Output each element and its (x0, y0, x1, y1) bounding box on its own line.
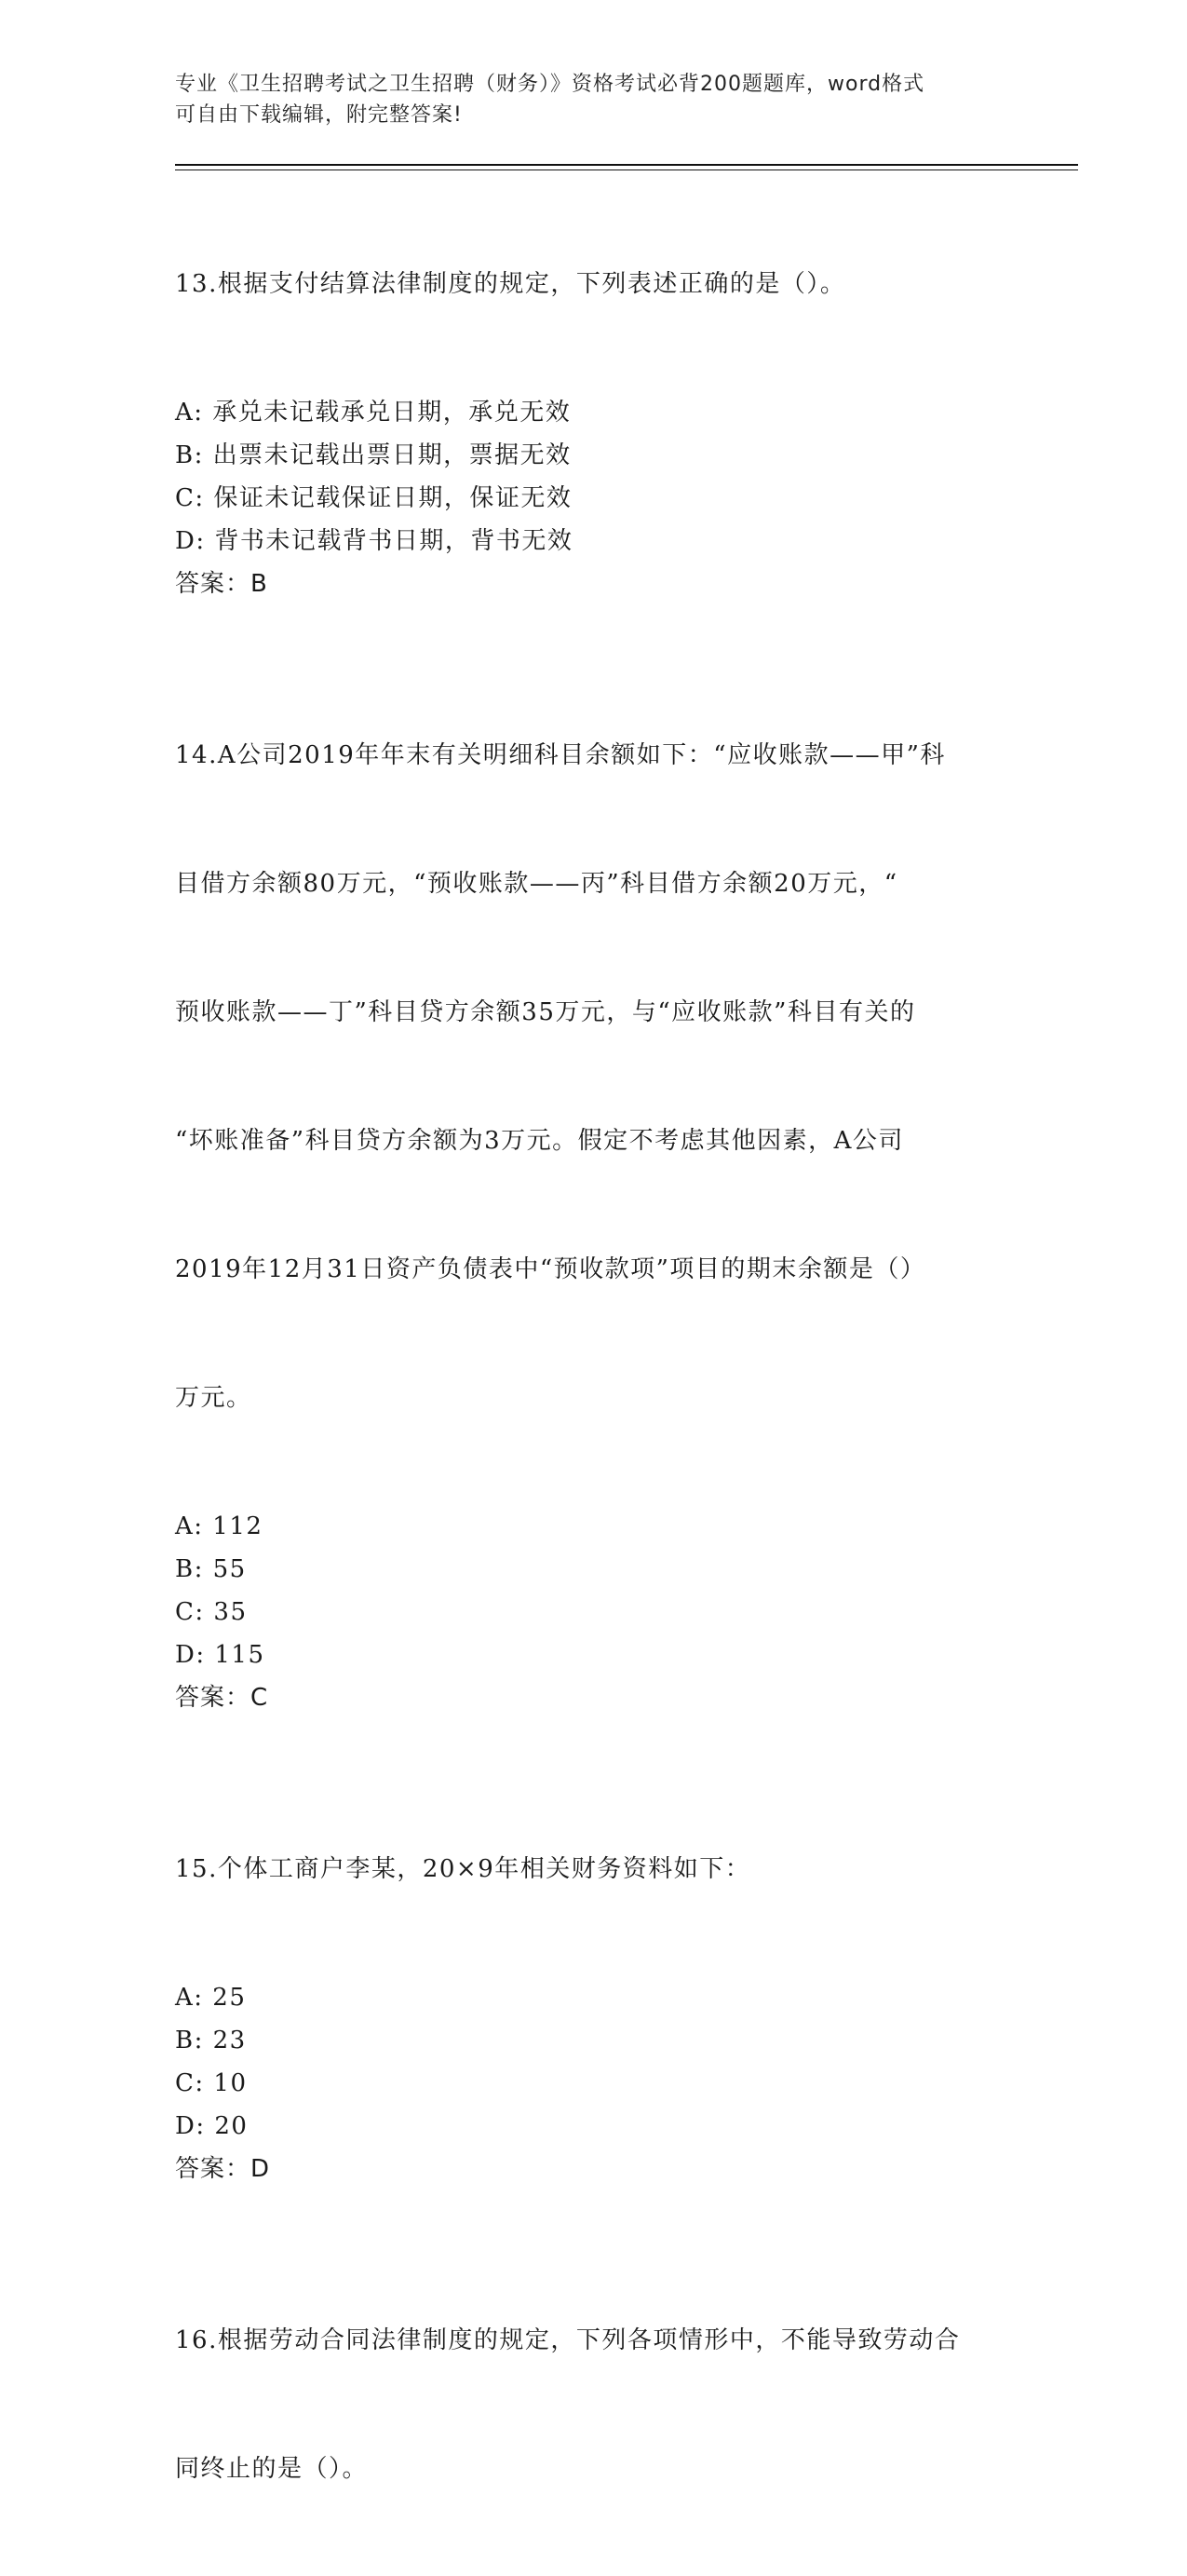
question-text (175, 2233, 1013, 2576)
question-14 (175, 648, 1013, 1719)
answer-label: 答案：C (175, 1684, 269, 1712)
header-divider-thick (175, 164, 1078, 166)
option-a: A: 承兑未记载承兑日期，承兑无效 (175, 399, 572, 427)
header-line-2: 可自由下载编辑，附完整答案! (175, 103, 463, 127)
option-a: A: 25 (175, 1984, 247, 2012)
option-c: C: 35 (175, 1598, 248, 1626)
question-line: 16.根据劳动合同法律制度的规定，下列各项情形中，不能导致劳动合 (175, 2326, 961, 2354)
answer-label: 答案：D (175, 2155, 271, 2183)
question-text (175, 1762, 1013, 1976)
option-a: A: 112 (175, 1512, 263, 1540)
option-d: D: 背书未记载背书日期，背书无效 (175, 527, 573, 555)
answer-label: 答案：B (175, 570, 268, 598)
option-b: B: 23 (175, 2027, 247, 2054)
document-header (175, 69, 1013, 130)
question-line: 预收账款——丁”科目贷方余额35万元，与“应收账款”科目有关的 (175, 998, 916, 1026)
option-d: D: 20 (175, 2112, 249, 2140)
question-15 (175, 1762, 1013, 2190)
question-line: 2019年12月31日资产负债表中“预收款项”项目的期末余额是（） (175, 1255, 926, 1283)
question-text (175, 648, 1013, 1505)
question-list (175, 177, 1013, 2576)
question-line: 目借方余额80万元，“预收账款——丙”科目借方余额20万元，“ (175, 870, 898, 898)
option-c: C: 保证未记载保证日期，保证无效 (175, 484, 573, 512)
question-line: “坏账准备”科目贷方余额为3万元。假定不考虑其他因素，A公司 (175, 1127, 904, 1155)
option-d: D: 115 (175, 1641, 265, 1669)
question-line: 13.根据支付结算法律制度的规定，下列表述正确的是（）。 (175, 270, 846, 298)
question-line: 15.个体工商户李某，20×9年相关财务资料如下： (175, 1855, 751, 1883)
question-text (175, 177, 1013, 391)
header-line-1: 专业《卫生招聘考试之卫生招聘（财务）》资格考试必背200题题库，word格式 (175, 73, 925, 96)
option-c: C: 10 (175, 2069, 248, 2097)
option-b: B: 55 (175, 1555, 247, 1583)
header-divider-thin (175, 169, 1078, 170)
question-line: 同终止的是（）。 (175, 2455, 369, 2483)
question-13 (175, 177, 1013, 605)
question-16 (175, 2233, 1013, 2576)
option-b: B: 出票未记载出票日期，票据无效 (175, 441, 572, 469)
question-line: 14.A公司2019年年末有关明细科目余额如下：“应收账款——甲”科 (175, 741, 946, 769)
question-line: 万元。 (175, 1384, 252, 1412)
